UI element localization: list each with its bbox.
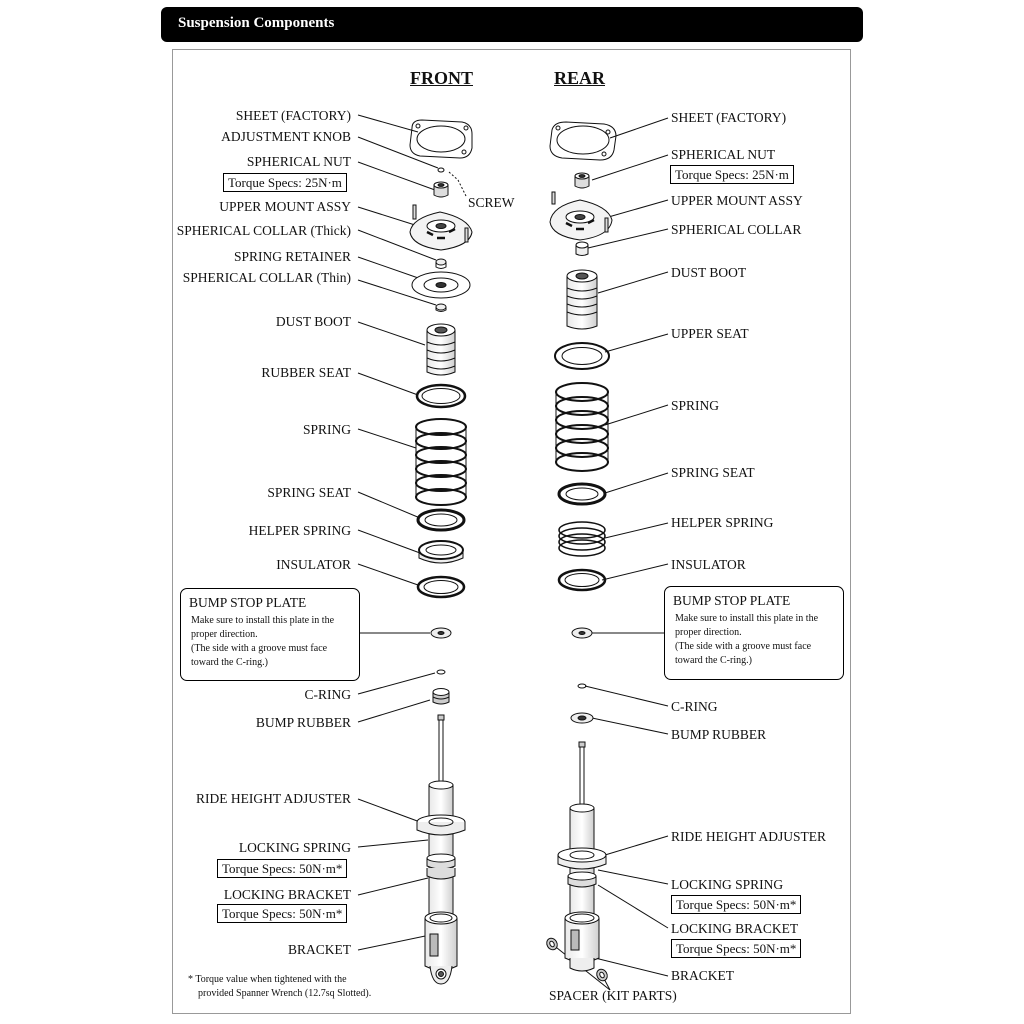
front-locking-spring-torque: Torque Specs: 50N·m* [217,859,347,878]
rear-bump-plate-note [664,586,844,680]
rear-spacer-label: SPACER (KIT PARTS) [549,988,677,1003]
rear-spring-seat [559,484,605,504]
rear-dust-boot [567,270,597,329]
front-collar-thin-label: SPHERICAL COLLAR (Thin) [182,270,351,285]
rear-collar-label: SPHERICAL COLLAR [671,222,802,237]
front-bump-rubber-label: BUMP RUBBER [255,715,351,730]
front-spring-seat [418,510,464,530]
front-bump-plate-note [180,588,360,681]
front-c-ring [437,670,445,674]
front-dust-boot [427,324,455,375]
rear-bump-rubber [571,713,593,723]
rear-header: REAR [554,68,606,88]
rear-spring-label: SPRING [671,398,720,413]
rear-bump-plate-title: BUMP STOP PLATE [673,593,791,608]
footnote [188,973,371,1001]
front-spring [416,419,466,505]
rear-sheet-label: SHEET (FACTORY) [671,110,787,125]
rear-nut-label: SPHERICAL NUT [671,147,776,162]
front-bump-plate-desc: Make sure to install this plate in the proper direction. (The side with a groove must face toward the C-ring.) [191,615,335,668]
front-sheet-label: SHEET (FACTORY) [235,108,351,123]
front-bracket [425,912,457,984]
front-screw-label: SCREW [468,195,515,210]
front-adjustment-knob [438,168,444,172]
rear-insulator-label: INSULATOR [671,557,746,572]
rear-upper-seat [555,343,609,369]
rear-insulator [559,570,605,590]
front-spring-retainer [412,272,470,298]
front-spherical-collar-thin [436,304,446,312]
rear-spherical-collar [576,242,588,256]
rear-bump-plate-desc: Make sure to install this plate in the proper direction. (The side with a groove must face toward the C-ring.) [675,613,819,666]
page-title: Suspension Components [178,15,335,31]
rear-helper-spring [559,522,605,556]
front-dust-boot-label: DUST BOOT [275,314,351,329]
rear-spherical-nut [575,173,589,188]
rear-ride-height-label: RIDE HEIGHT ADJUSTER [671,829,826,844]
front-upper-mount-label: UPPER MOUNT ASSY [219,199,351,214]
front-spherical-collar-thick [436,259,446,269]
rear-helper-label: HELPER SPRING [671,515,774,530]
front-locking-spring-label: LOCKING SPRING [238,840,351,855]
front-cring-label: C-RING [304,687,351,702]
front-locking-bracket-label: LOCKING BRACKET [223,887,351,902]
front-bracket-label: BRACKET [287,942,351,957]
rear-upper-seat-label: UPPER SEAT [671,326,749,341]
rear-locking-spring-label: LOCKING SPRING [671,877,784,892]
front-ride-height-label: RIDE HEIGHT ADJUSTER [196,791,351,806]
front-sheet [410,120,472,158]
front-locking-bracket-torque: Torque Specs: 50N·m* [217,904,347,923]
front-knob-label: ADJUSTMENT KNOB [221,129,351,144]
rear-nut-torque: Torque Specs: 25N·m [670,165,794,184]
rear-dust-boot-label: DUST BOOT [671,265,747,280]
front-shock-absorber [417,715,465,935]
front-insulator-label: INSULATOR [276,557,351,572]
front-spring-seat-label: SPRING SEAT [267,485,351,500]
front-rubber-seat-label: RUBBER SEAT [261,365,351,380]
front-helper-spring [419,541,463,563]
front-spherical-nut [434,182,448,197]
rear-bracket [565,912,599,971]
rear-spring-seat-label: SPRING SEAT [671,465,755,480]
rear-shock-absorber [558,742,606,915]
rear-bump-stop-plate [572,628,592,638]
rear-cring-label: C-RING [671,699,718,714]
front-nut-torque: Torque Specs: 25N·m [223,173,347,192]
rear-locking-spring-torque: Torque Specs: 50N·m* [671,895,801,914]
front-rubber-seat [417,385,465,407]
rear-spring [556,383,608,471]
front-retainer-label: SPRING RETAINER [233,249,351,264]
footnote-line-2: provided Spanner Wrench (12.7sq Slotted). [198,988,372,999]
rear-bracket-label: BRACKET [671,968,735,983]
front-spring-label: SPRING [302,422,351,437]
rear-upper-mount [550,192,612,240]
front-bump-plate-title: BUMP STOP PLATE [189,595,307,610]
front-helper-label: HELPER SPRING [248,523,351,538]
rear-locking-bracket-torque: Torque Specs: 50N·m* [671,939,801,958]
front-header: FRONT [410,68,473,88]
rear-c-ring [578,684,586,688]
front-upper-mount [410,205,472,250]
rear-sheet [550,122,616,160]
rear-bump-rubber-label: BUMP RUBBER [671,727,767,742]
front-collar-thick-label: SPHERICAL COLLAR (Thick) [176,223,351,238]
front-insulator [418,577,464,597]
front-nut-label: SPHERICAL NUT [246,154,351,169]
footnote-line-1: * Torque value when tightened with the [188,974,347,985]
rear-locking-bracket-label: LOCKING BRACKET [671,921,799,936]
front-bump-stop-plate [431,628,451,638]
rear-upper-mount-label: UPPER MOUNT ASSY [671,193,803,208]
front-bump-rubber [433,689,449,705]
